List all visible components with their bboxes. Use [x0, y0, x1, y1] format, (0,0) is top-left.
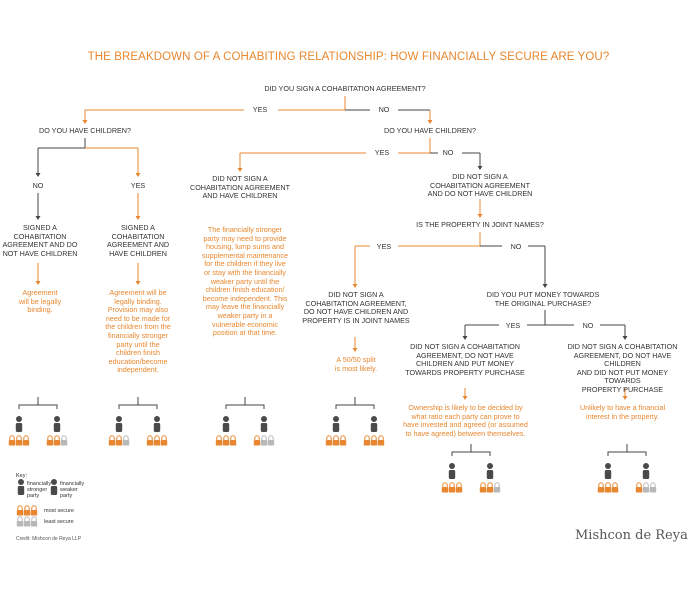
lock-weaker-3-0 — [364, 440, 370, 446]
node-put-money: DID NOT SIGN A COHABITATION AGREEMENT, DO NOT HAVE CHILDREN AND PUT MONEY TOWARDS PROPERTY PURCHASE — [405, 342, 525, 377]
lock-weaker-3-1 — [371, 440, 377, 446]
figure-weaker-1-head — [154, 416, 160, 422]
label-no-money: NO — [582, 321, 594, 330]
figure-bracket — [452, 452, 490, 456]
lock-weaker-5-0-shackle — [637, 483, 641, 487]
lock-stronger-1-1 — [116, 440, 122, 446]
branch-line — [38, 138, 85, 148]
arrow-head — [478, 214, 483, 218]
figure-weaker-0-body — [54, 423, 60, 432]
lock-stronger-3-2-shackle — [341, 436, 345, 440]
question-money: DID YOU PUT MONEY TOWARDS THE ORIGINAL PURCHASE? — [486, 290, 600, 308]
figure-stronger-2-head — [223, 416, 229, 422]
figure-bracket — [119, 405, 157, 409]
key-most-secure-label: most secure — [44, 508, 74, 514]
arrow-head — [136, 216, 141, 220]
lock-stronger-0-0 — [9, 440, 15, 446]
lock-stronger-4-1 — [449, 487, 455, 493]
credit: Credit: Mishcon de Reya LLP — [16, 536, 82, 542]
outcome-not-signed-children: The financially stronger party may need to provide housing, lump sums and supplemental maintenance for the children if they live or stay with the financially weaker party until the children finish education/ become independent. This may leave the financially weaker party in a vulnerable economic position at that time. — [202, 225, 288, 338]
lock-stronger-0-2 — [23, 440, 29, 446]
arrow-head — [353, 284, 358, 288]
outcome-signed-no-children: Agreement will be legally binding. — [18, 288, 62, 315]
figure-weaker-2-body — [261, 423, 267, 432]
arrow-head — [36, 281, 41, 285]
lock-weaker-2-2-shackle — [269, 436, 273, 440]
lock-stronger-3-0-shackle — [327, 436, 331, 440]
figure-weaker-5-body — [643, 470, 649, 479]
figure-stronger-5-head — [605, 463, 611, 469]
node-not-signed-children: DID NOT SIGN A COHABITATION AGREEMENT AND HAVE CHILDREN — [190, 174, 290, 201]
lock-stronger-1-0-shackle — [110, 436, 114, 440]
figure-weaker-2-head — [261, 416, 267, 422]
key-least-secure-lock-2-shackle — [32, 517, 36, 521]
key-least-secure-lock-2 — [31, 521, 37, 527]
arrow-head — [36, 173, 41, 177]
figure-bracket — [608, 452, 646, 456]
node-signed-no-children: SIGNED A COHABITATION AGREEMENT AND DO NOT HAVE CHILDREN — [2, 223, 78, 258]
lock-stronger-5-1-shackle — [606, 483, 610, 487]
label-yes-agreement: YES — [252, 105, 268, 114]
lock-weaker-5-2-shackle — [651, 483, 655, 487]
lock-weaker-4-0 — [480, 487, 486, 493]
key-most-secure-lock-0-shackle — [18, 506, 22, 510]
lock-weaker-0-1-shackle — [55, 436, 59, 440]
key-least-secure-lock-1-shackle — [25, 517, 29, 521]
question-children-right: DO YOU HAVE CHILDREN? — [384, 126, 476, 135]
lock-stronger-5-0 — [598, 487, 604, 493]
lock-weaker-0-2 — [61, 440, 67, 446]
figure-bracket — [226, 405, 264, 409]
arrow-head — [36, 216, 41, 220]
branch-line — [398, 232, 480, 246]
lock-weaker-5-2 — [650, 487, 656, 493]
node-no-money: DID NOT SIGN A COHABITATION AGREEMENT, DO NOT HAVE CHILDREN AND DID NOT PUT MONEY TOWARDS PROPERTY PURCHASE — [567, 342, 678, 394]
lock-weaker-3-2 — [378, 440, 384, 446]
lock-weaker-4-0-shackle — [481, 483, 485, 487]
lock-stronger-0-0-shackle — [10, 436, 14, 440]
key-most-secure-lock-1 — [24, 510, 30, 516]
key-most-secure-lock-0 — [17, 510, 23, 516]
lock-stronger-1-2 — [123, 440, 129, 446]
label-no-right: NO — [442, 148, 454, 157]
lock-weaker-4-2 — [494, 487, 500, 493]
branch-line — [85, 110, 244, 120]
figure-weaker-3-head — [371, 416, 377, 422]
key-least-secure-lock-1 — [24, 521, 30, 527]
figure-stronger-4-body — [449, 470, 455, 479]
arrow-head — [428, 120, 433, 124]
logo: Mishcon de Reya — [575, 528, 688, 543]
lock-stronger-1-1-shackle — [117, 436, 121, 440]
question-joint-names: IS THE PROPERTY IN JOINT NAMES? — [416, 220, 544, 229]
key-most-secure-lock-2 — [31, 510, 37, 516]
lock-weaker-5-0 — [636, 487, 642, 493]
lock-stronger-4-0 — [442, 487, 448, 493]
figure-stronger-2-body — [223, 423, 229, 432]
arrow-head — [136, 173, 141, 177]
lock-stronger-1-2-shackle — [124, 436, 128, 440]
arrow-head — [463, 396, 468, 400]
lock-stronger-5-0-shackle — [599, 483, 603, 487]
label-yes-right: YES — [374, 148, 390, 157]
lock-weaker-3-2-shackle — [379, 436, 383, 440]
figure-stronger-1-body — [116, 423, 122, 432]
lock-stronger-0-1-shackle — [17, 436, 21, 440]
key-stronger-icon-head — [18, 479, 24, 485]
key-weaker-label: financially weaker party — [60, 481, 85, 499]
lock-weaker-2-1-shackle — [262, 436, 266, 440]
branch-line — [278, 96, 345, 110]
figure-stronger-1-head — [116, 416, 122, 422]
arrow-head — [623, 336, 628, 340]
figure-weaker-0-head — [54, 416, 60, 422]
lock-weaker-2-0 — [254, 440, 260, 446]
key-stronger-icon-body — [18, 486, 24, 495]
lock-weaker-1-2 — [161, 440, 167, 446]
key-weaker-icon-head — [51, 479, 57, 485]
outcome-put-money: Ownership is likely to be decided by what ratio each party can prove to have invested and agreed (or assumed to have agreed) between themselves. — [403, 403, 528, 438]
lock-weaker-0-1 — [54, 440, 60, 446]
figure-weaker-4-head — [487, 463, 493, 469]
arrow-head — [238, 168, 243, 172]
key-stronger-label: financially stronger party — [27, 481, 52, 499]
arrow-head — [623, 396, 628, 400]
node-not-signed-no-children: DID NOT SIGN A COHABITATION AGREEMENT AND DO NOT HAVE CHILDREN — [427, 172, 533, 199]
label-no-agreement: NO — [378, 105, 390, 114]
lock-weaker-2-2 — [268, 440, 274, 446]
lock-weaker-1-0 — [147, 440, 153, 446]
lock-stronger-4-2 — [456, 487, 462, 493]
figure-stronger-5-body — [605, 470, 611, 479]
lock-weaker-4-1 — [487, 487, 493, 493]
lock-stronger-1-0 — [109, 440, 115, 446]
lock-stronger-3-2 — [340, 440, 346, 446]
lock-stronger-0-2-shackle — [24, 436, 28, 440]
lock-weaker-1-1 — [154, 440, 160, 446]
branch-line — [398, 138, 430, 153]
key-least-secure-lock-0 — [17, 521, 23, 527]
lock-weaker-0-0 — [47, 440, 53, 446]
lock-weaker-3-0-shackle — [365, 436, 369, 440]
outcome-no-money: Unlikely to have a financial interest in the property. — [579, 403, 666, 421]
lock-weaker-3-1-shackle — [372, 436, 376, 440]
arrow-head — [83, 120, 88, 124]
arrow-head — [353, 348, 358, 352]
lock-weaker-2-0-shackle — [255, 436, 259, 440]
lock-stronger-2-1-shackle — [224, 436, 228, 440]
key-most-secure-lock-1-shackle — [25, 506, 29, 510]
arrow-head — [463, 336, 468, 340]
lock-stronger-0-1 — [16, 440, 22, 446]
lock-stronger-4-2-shackle — [457, 483, 461, 487]
lock-stronger-5-2 — [612, 487, 618, 493]
lock-stronger-4-0-shackle — [443, 483, 447, 487]
lock-weaker-0-0-shackle — [48, 436, 52, 440]
lock-stronger-2-2-shackle — [231, 436, 235, 440]
lock-stronger-2-2 — [230, 440, 236, 446]
figure-stronger-0-head — [16, 416, 22, 422]
lock-weaker-5-1 — [643, 487, 649, 493]
figure-stronger-4-head — [449, 463, 455, 469]
branch-line — [527, 310, 545, 325]
lock-weaker-1-2-shackle — [162, 436, 166, 440]
lock-weaker-5-1-shackle — [644, 483, 648, 487]
lock-stronger-2-0-shackle — [217, 436, 221, 440]
figure-weaker-1-body — [154, 423, 160, 432]
lock-weaker-1-1-shackle — [155, 436, 159, 440]
key-least-secure-label: least secure — [44, 519, 74, 525]
label-yes-joint: YES — [376, 242, 392, 251]
figure-stronger-0-body — [16, 423, 22, 432]
lock-weaker-2-1 — [261, 440, 267, 446]
question-children-left: DO YOU HAVE CHILDREN? — [39, 126, 131, 135]
figure-bracket — [19, 405, 57, 409]
figure-bracket — [336, 405, 374, 409]
key-weaker-icon-body — [51, 486, 57, 495]
key-least-secure-lock-0-shackle — [18, 517, 22, 521]
node-joint-names: DID NOT SIGN A COHABITATION AGREEMENT, DO NOT HAVE CHILDREN AND PROPERTY IS IN JOINT NAMES — [302, 290, 410, 325]
label-yes-money: YES — [505, 321, 521, 330]
figure-stronger-3-head — [333, 416, 339, 422]
label-no-joint: NO — [510, 242, 522, 251]
figure-weaker-3-body — [371, 423, 377, 432]
arrow-head — [478, 166, 483, 170]
lock-weaker-0-2-shackle — [62, 436, 66, 440]
label-yes-left: YES — [130, 181, 146, 190]
question-agreement: DID YOU SIGN A COHABITATION AGREEMENT? — [264, 84, 426, 93]
outcome-signed-children: Agreement will be legally binding. Provision may also need to be made for the children from the financially stronger party until the children finish education/become independent. — [105, 288, 171, 375]
figure-weaker-5-head — [643, 463, 649, 469]
lock-stronger-4-1-shackle — [450, 483, 454, 487]
figure-weaker-4-body — [487, 470, 493, 479]
lock-stronger-2-0 — [216, 440, 222, 446]
lock-stronger-3-0 — [326, 440, 332, 446]
arrow-head — [543, 284, 548, 288]
lock-stronger-5-2-shackle — [613, 483, 617, 487]
lock-stronger-3-1-shackle — [334, 436, 338, 440]
node-signed-children: SIGNED A COHABITATION AGREEMENT AND HAVE CHILDREN — [106, 223, 170, 258]
key-most-secure-lock-2-shackle — [32, 506, 36, 510]
lock-stronger-3-1 — [333, 440, 339, 446]
figure-stronger-3-body — [333, 423, 339, 432]
label-no-left: NO — [32, 181, 44, 190]
key-heading: Key: — [16, 473, 28, 479]
lock-stronger-5-1 — [605, 487, 611, 493]
lock-weaker-4-2-shackle — [495, 483, 499, 487]
arrow-head — [136, 281, 141, 285]
lock-stronger-2-1 — [223, 440, 229, 446]
page-title: THE BREAKDOWN OF A COHABITING RELATIONSHIP: HOW FINANCIALLY SECURE ARE YOU? — [87, 51, 610, 63]
outcome-joint-names: A 50/50 split is most likely. — [334, 355, 378, 373]
lock-weaker-4-1-shackle — [488, 483, 492, 487]
lock-weaker-1-0-shackle — [148, 436, 152, 440]
